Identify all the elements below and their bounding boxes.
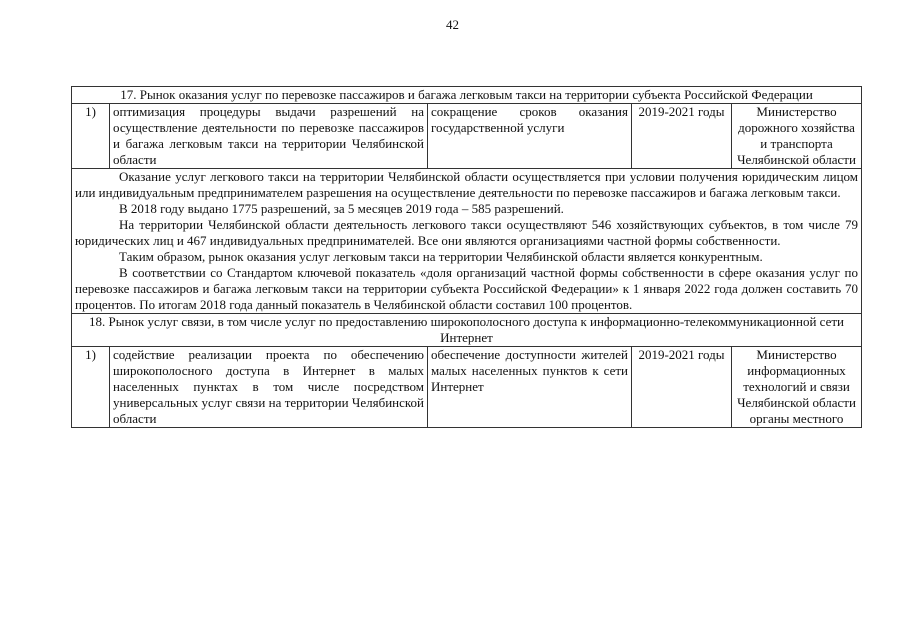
measure-cell: содействие реализации проекта по обеспечению широкополосного доступа в Интернет в малых населенных пунктах в том числе посредством универсальных услуг связи на территории Челябинской области [110, 347, 428, 428]
section-18-header-row [72, 314, 862, 347]
row-number: 1) [72, 347, 110, 428]
row-number: 1) [72, 104, 110, 169]
result-cell: обеспечение доступности жителей малых населенных пунктов к сети Интернет [428, 347, 632, 428]
section-18-title: 18. Рынок услуг связи, в том числе услуг по предоставлению широкополосного доступа к информационно-телекоммуникационной сети Интернет [72, 314, 862, 347]
section-17-text-row [72, 169, 862, 314]
section-17-title: 17. Рынок оказания услуг по перевозке пассажиров и багажа легковым такси на территории субъекта Российской Федерации [72, 87, 862, 104]
paragraph: В соответствии со Стандартом ключевой показатель «доля организаций частной формы собственности в сфере оказания услуг по перевозке пассажиров и багажа легковым такси на территории субъекта Российской Федерации» к 1 января 2022 года должен составить 70 процентов. По итогам 2018 года данный показатель в Челябинской области составил 100 процентов. [75, 265, 859, 312]
section-18-measure-row [72, 347, 862, 428]
measures-table [71, 86, 862, 428]
section-17-header-row [72, 87, 862, 104]
page-number: 42 [446, 17, 459, 32]
measure-cell: оптимизация процедуры выдачи разрешений на осуществление деятельности по перевозке пассажиров и багажа легковым такси на территории Челябинской области [110, 104, 428, 169]
paragraph: Оказание услуг легкового такси на территории Челябинской области осуществляется при условии получения юридическим лицом или индивидуальным предпринимателем разрешения на осуществление деятельности по перевозке пассажиров и багажа легковым такси. [75, 169, 859, 200]
paragraph: Таким образом, рынок оказания услуг легковым такси на территории Челябинской области является конкурентным. [119, 249, 763, 264]
section-17-text [72, 169, 862, 314]
section-17-measure-row [72, 104, 862, 169]
result-cell: сокращение сроков оказания государственной услуги [428, 104, 632, 169]
responsible-cell: Министерство дорожного хозяйства и транспорта Челябинской области [732, 104, 862, 169]
period-cell: 2019-2021 годы [632, 104, 732, 169]
paragraph: В 2018 году выдано 1775 разрешений, за 5 месяцев 2019 года – 585 разрешений. [119, 201, 564, 216]
responsible-cell: Министерство информационных технологий и связи Челябинской области органы местного [732, 347, 862, 428]
period-cell: 2019-2021 годы [632, 347, 732, 428]
paragraph: На территории Челябинской области деятельность легкового такси осуществляют 546 хозяйствующих субъектов, в том числе 79 юридических лиц и 467 индивидуальных предпринимателей. Все они являются организациями частной формы собственности. [75, 217, 859, 248]
